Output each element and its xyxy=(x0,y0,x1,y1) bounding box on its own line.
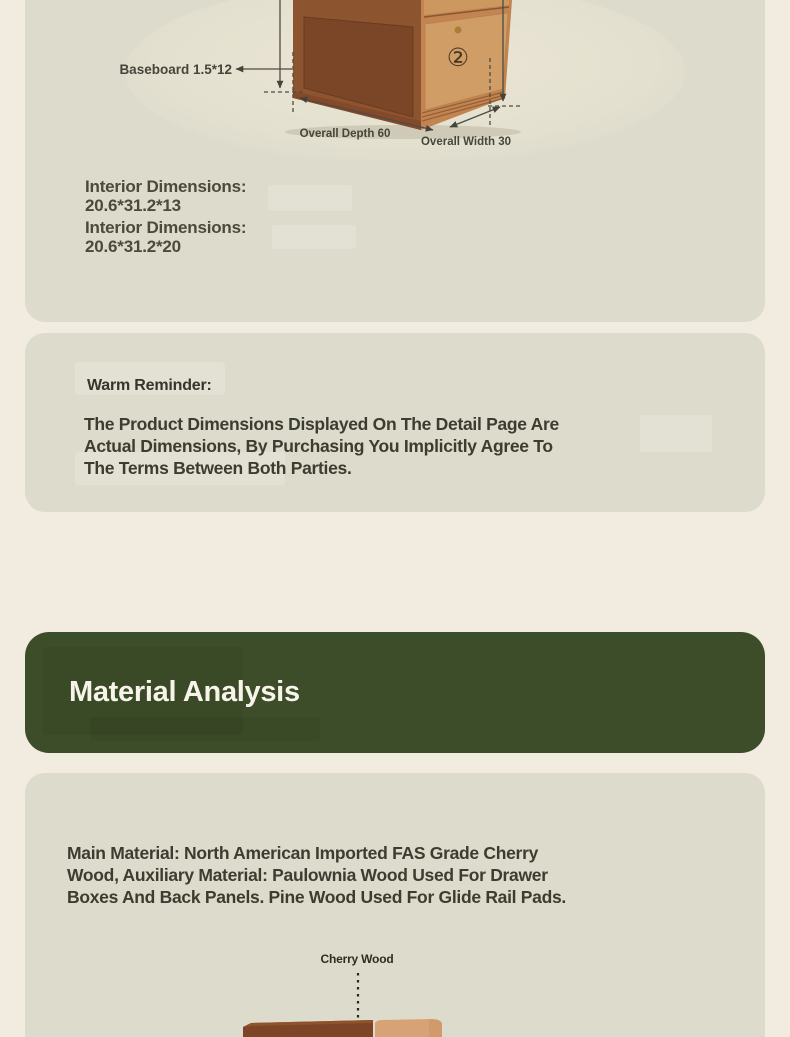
erased-watermark-patch xyxy=(640,415,712,452)
material-description-line: Wood, Auxiliary Material: Paulownia Wood Used For Drawer xyxy=(67,865,548,885)
baseboard-dimension-label: Baseboard 1.5*12 xyxy=(119,62,232,77)
interior-dimension-item xyxy=(85,219,246,256)
interior-dimension-value: 20.6*31.2*20 xyxy=(85,236,181,256)
material-details-card xyxy=(25,773,765,1037)
drawer-knob xyxy=(455,27,462,34)
material-description xyxy=(67,842,566,908)
cabinet-dimension-diagram xyxy=(25,0,765,160)
interior-dimensions-block xyxy=(85,178,246,260)
section-title: Material Analysis xyxy=(69,676,300,708)
cherry-wood-label: Cherry Wood xyxy=(320,952,394,966)
warm-reminder-text xyxy=(84,413,559,479)
erased-watermark-patch xyxy=(268,185,352,211)
wood-board-light-shading xyxy=(429,1019,442,1037)
drawer-number-marker: ② xyxy=(446,44,470,72)
warm-reminder-card xyxy=(25,333,765,512)
interior-dimension-label: Interior Dimensions: xyxy=(85,177,247,196)
cherry-wood-photo xyxy=(25,970,765,1037)
overall-width-label: Overall Width 30 xyxy=(420,136,512,148)
warm-reminder-line: The Product Dimensions Displayed On The Detail Page Are xyxy=(84,414,559,434)
erased-watermark-patch xyxy=(272,225,356,249)
erased-watermark-patch xyxy=(90,717,320,741)
material-description-line: Main Material: North American Imported FAS Grade Cherry xyxy=(67,843,539,863)
dimensions-card xyxy=(25,0,765,322)
material-description-line: Boxes And Back Panels. Pine Wood Used For Glide Rail Pads. xyxy=(67,887,566,907)
interior-dimension-item xyxy=(85,178,246,215)
interior-dimension-value: 20.6*31.2*13 xyxy=(85,195,181,215)
warm-reminder-line: The Terms Between Both Parties. xyxy=(84,458,352,478)
interior-dimension-label: Interior Dimensions: xyxy=(85,218,247,237)
overall-depth-label: Overall Depth 60 xyxy=(299,128,391,140)
material-analysis-banner xyxy=(25,632,765,753)
warm-reminder-title: Warm Reminder: xyxy=(87,377,212,394)
warm-reminder-line: Actual Dimensions, By Purchasing You Implicitly Agree To xyxy=(84,436,553,456)
